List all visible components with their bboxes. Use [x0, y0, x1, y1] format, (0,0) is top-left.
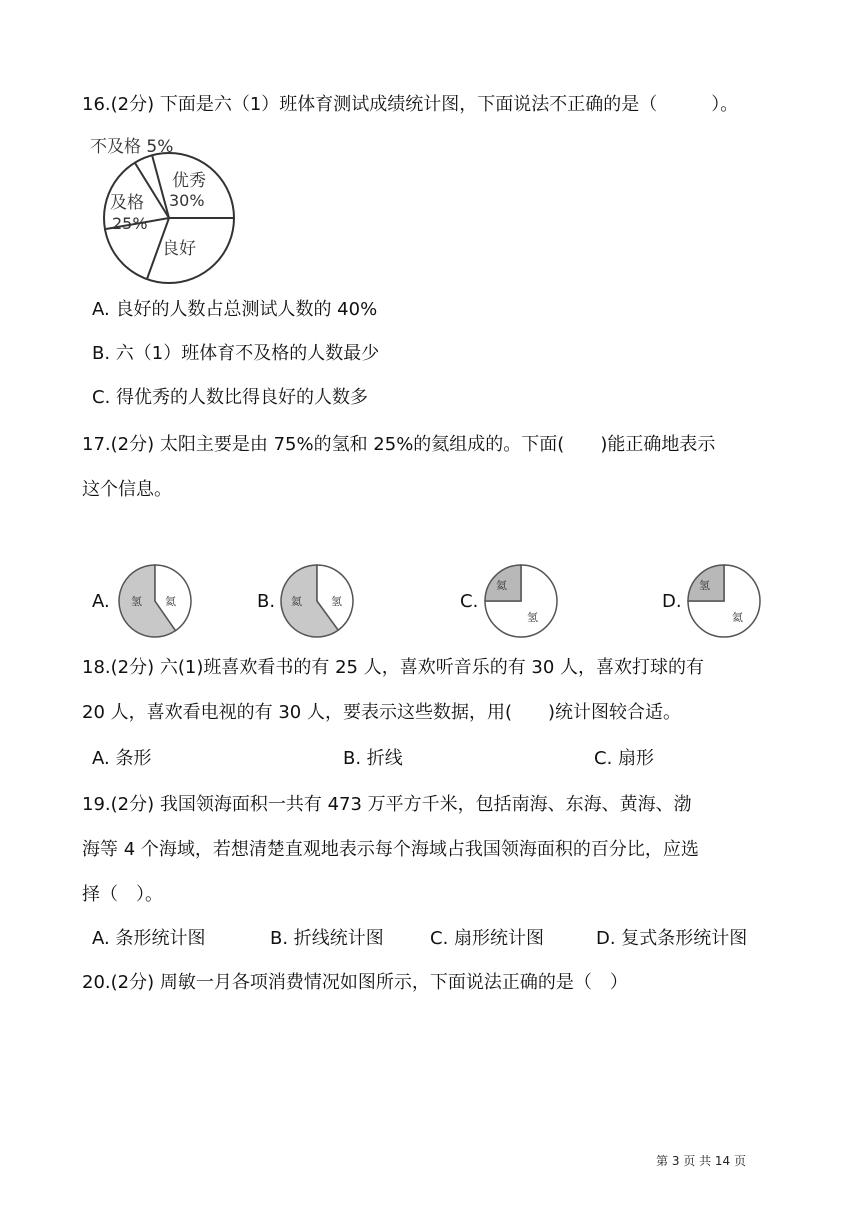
q16-label-pass-pct: 25% [112, 214, 148, 233]
q17-d-label-right: 氦 [732, 611, 743, 624]
q18-stem-line1: 18.(2分) 六(1)班喜欢看书的有 25 人，喜欢听音乐的有 30 人，喜欢打球的有 [82, 657, 705, 678]
q19-stem-line2: 海等 4 个海域，若想清楚直观地表示每个海域占我国领海面积的百分比，应选 [82, 839, 699, 860]
q17-choice-d-letter: D. [662, 591, 682, 612]
q17-choice-b-letter: B. [257, 591, 276, 612]
q17-choice-c-pie [481, 561, 561, 641]
q17-choice-c-letter: C. [460, 591, 479, 612]
q17-choice-b-pie [277, 561, 357, 641]
q19-option-d: D. 复式条形统计图 [596, 928, 748, 949]
q19-option-b: B. 折线统计图 [270, 928, 384, 949]
q16-label-fail: 不及格 5% [90, 137, 174, 157]
q16-pie-chart [86, 130, 256, 290]
q17-c-label-right: 氢 [527, 611, 538, 624]
q16-option-c: C. 得优秀的人数比得良好的人数多 [92, 387, 369, 408]
q16-label-good: 良好 [162, 239, 196, 259]
q18-option-b: B. 折线 [343, 748, 403, 769]
q17-a-label-left: 氢 [131, 595, 142, 608]
q16-option-b: B. 六（1）班体育不及格的人数最少 [92, 343, 380, 364]
q18-option-a: A. 条形 [92, 748, 152, 769]
q19-stem-line3: 择（ ）。 [82, 884, 163, 905]
q18-stem-line2: 20 人，喜欢看电视的有 30 人，要表示这些数据，用( )统计图较合适。 [82, 702, 682, 723]
q17-c-label-left: 氦 [496, 579, 507, 592]
q17-b-label-left: 氦 [291, 595, 302, 608]
q19-option-c: C. 扇形统计图 [430, 928, 545, 949]
q17-stem-line2: 这个信息。 [82, 479, 172, 500]
q16-label-excellent: 优秀 [172, 171, 206, 191]
q17-choice-d-pie [684, 561, 764, 641]
q17-choice-a-letter: A. [92, 591, 110, 612]
q17-d-label-left: 氢 [699, 579, 710, 592]
q20-stem: 20.(2分) 周敏一月各项消费情况如图所示，下面说法正确的是（ ） [82, 972, 628, 993]
q17-choice-a-pie [115, 561, 195, 641]
page-footer: 第 3 页 共 14 页 [656, 1154, 746, 1168]
q17-a-label-right: 氦 [165, 595, 176, 608]
q18-option-c: C. 扇形 [594, 748, 655, 769]
q17-stem-line1: 17.(2分) 太阳主要是由 75%的氢和 25%的氦组成的。下面( )能正确地表示 [82, 434, 716, 455]
q19-option-a: A. 条形统计图 [92, 928, 206, 949]
q17-b-label-right: 氢 [331, 595, 342, 608]
q16-option-a: A. 良好的人数占总测试人数的 40% [92, 299, 378, 320]
q19-stem-line1: 19.(2分) 我国领海面积一共有 473 万平方千米，包括南海、东海、黄海、渤 [82, 794, 692, 815]
q16-stem: 16.(2分) 下面是六（1）班体育测试成绩统计图，下面说法不正确的是（ ）。 [82, 94, 739, 115]
q16-label-excellent-pct: 30% [169, 191, 205, 210]
q16-label-pass: 及格 [110, 193, 144, 213]
